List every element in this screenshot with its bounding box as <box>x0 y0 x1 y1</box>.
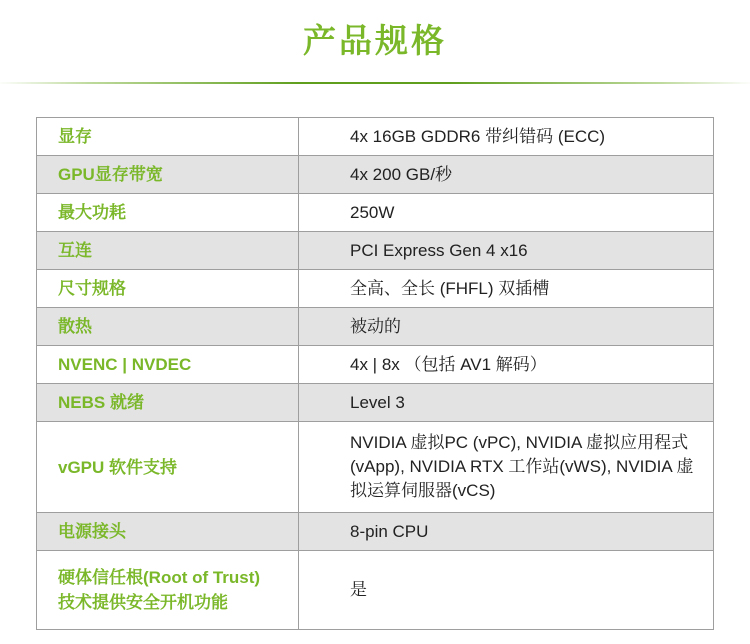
spec-value: 是 <box>299 551 714 630</box>
spec-value: 被动的 <box>299 308 714 346</box>
spec-label: GPU显存带宽 <box>37 156 299 194</box>
spec-table-body <box>37 118 714 630</box>
spec-label: 散热 <box>37 308 299 346</box>
spec-label: 电源接头 <box>37 513 299 551</box>
spec-label: 尺寸规格 <box>37 270 299 308</box>
spec-row <box>37 384 714 422</box>
spec-row <box>37 513 714 551</box>
spec-label: 互连 <box>37 232 299 270</box>
spec-value: PCI Express Gen 4 x16 <box>299 232 714 270</box>
spec-label: NEBS 就绪 <box>37 384 299 422</box>
spec-table <box>36 117 714 630</box>
spec-value: 4x 16GB GDDR6 带纠错码 (ECC) <box>299 118 714 156</box>
spec-row <box>37 551 714 630</box>
spec-label: NVENC | NVDEC <box>37 346 299 384</box>
spec-label: vGPU 软件支持 <box>37 422 299 513</box>
spec-value: 全高、全长 (FHFL) 双插槽 <box>299 270 714 308</box>
spec-row <box>37 232 714 270</box>
spec-value: 8-pin CPU <box>299 513 714 551</box>
spec-label: 最大功耗 <box>37 194 299 232</box>
spec-value: 4x 200 GB/秒 <box>299 156 714 194</box>
title-divider <box>0 82 750 84</box>
spec-row <box>37 118 714 156</box>
spec-value: 4x | 8x （包括 AV1 解码） <box>299 346 714 384</box>
spec-row <box>37 308 714 346</box>
spec-value: Level 3 <box>299 384 714 422</box>
spec-row <box>37 194 714 232</box>
spec-row <box>37 346 714 384</box>
spec-row <box>37 270 714 308</box>
spec-value: NVIDIA 虚拟PC (vPC), NVIDIA 虚拟应用程式 (vApp), NVIDIA RTX 工作站(vWS), NVIDIA 虚拟运算伺服器(vCS) <box>299 422 714 513</box>
spec-value: 250W <box>299 194 714 232</box>
page-title: 产品规格 <box>303 22 447 59</box>
spec-row <box>37 156 714 194</box>
spec-label: 硬体信任根(Root of Trust)技术提供安全开机功能 <box>37 551 299 630</box>
spec-label: 显存 <box>37 118 299 156</box>
spec-row <box>37 422 714 513</box>
